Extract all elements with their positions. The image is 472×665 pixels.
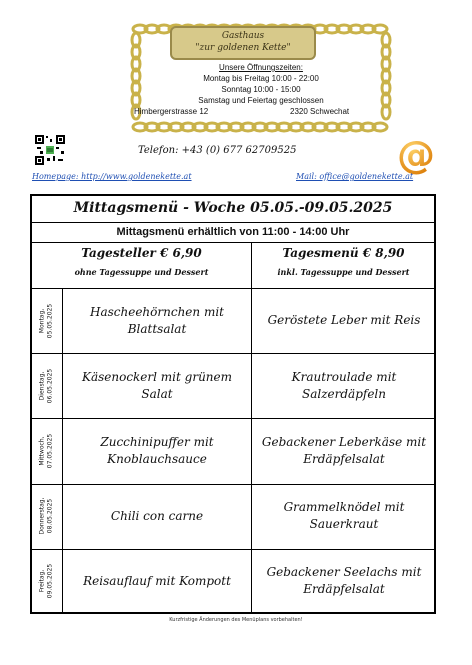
footnote: Kurzfristige Änderungen des Menüplans vorbehalten!: [169, 617, 303, 623]
tagesteller-dish: Reisauflauf mit Kompott: [83, 573, 231, 588]
day-label: [32, 484, 62, 549]
city-address: 2320 Schwechat: [290, 107, 350, 116]
day-date: 07.05.2025: [47, 433, 54, 469]
hours-closed: Samstag und Feiertag geschlossen: [198, 96, 324, 105]
hours-weekdays: Montag bis Freitag 10:00 - 22:00: [203, 74, 319, 83]
menu-title: Mittagsmenü - Woche 05.05.-09.05.2025: [73, 200, 393, 216]
col2-title: Tagesmenü € 8,90: [282, 246, 405, 260]
day-date: 09.05.2025: [47, 564, 54, 599]
email-link[interactable]: Mail: office@goldenekette.at: [296, 172, 414, 181]
day-label: [32, 288, 62, 353]
phone-number[interactable]: Telefon: +43 (0) 677 62709525: [138, 145, 297, 156]
col1-subtitle: ohne Tagessuppe und Dessert: [74, 267, 209, 277]
weekly-menu-table: [30, 194, 436, 614]
served-times: Mittagsmenü erhältlich von 11:00 - 14:00 Uhr: [116, 226, 350, 238]
tagesmenue-dish: Geröstete Leber mit Reis: [267, 313, 421, 328]
day-date: 06.05.2025: [47, 368, 54, 403]
day-date: 05.05.2025: [47, 303, 54, 338]
col1-title: Tagesteller € 6,90: [81, 246, 202, 260]
day-name: Freitag,: [39, 570, 46, 593]
restaurant-line2: "zur goldenen Kette": [195, 43, 291, 53]
tagesmenue-dish: Gebackener Leberkäse mit Erdäpfelsalat: [261, 434, 427, 466]
col2-subtitle: inkl. Tagessuppe und Dessert: [277, 267, 410, 277]
tagesmenue-dish: Krautroulade mit Salzerdäpfeln: [291, 369, 397, 401]
hours-title: Unsere Öffnungszeiten:: [219, 63, 303, 72]
tagesteller-dish: Käsenockerl mit grünem Salat: [81, 369, 233, 401]
restaurant-line1: Gasthaus: [221, 31, 265, 41]
tagesteller-dish: Zucchinipuffer mit Knoblauchsauce: [100, 434, 214, 466]
qr-code-icon[interactable]: [34, 134, 66, 166]
at-icon[interactable]: [396, 136, 436, 176]
day-name: Mittwoch,: [39, 436, 46, 466]
homepage-link[interactable]: Homepage: http://www.goldenekette.at: [32, 172, 192, 181]
tagesteller-dish: Chili con carne: [110, 508, 204, 523]
day-date: 08.05.2025: [47, 499, 54, 534]
tagesmenue-dish: Grammelknödel mit Sauerkraut: [283, 500, 405, 532]
tagesteller-dish: Hascheehörnchen mit Blattsalat: [90, 304, 224, 336]
day-name: Montag,: [39, 308, 46, 333]
day-label: [32, 549, 62, 614]
street-address: Himbergerstrasse 12: [134, 107, 209, 116]
svg-text:@: @: [397, 136, 435, 176]
day-label: [32, 353, 62, 418]
hours-sunday: Sonntag 10:00 - 15:00: [221, 85, 301, 94]
day-name: Donnerstag,: [39, 497, 46, 535]
day-name: Dienstag,: [39, 371, 46, 401]
tagesmenue-dish: Gebackener Seelachs mit Erdäpfelsalat: [266, 565, 422, 597]
day-label: [32, 418, 62, 483]
restaurant-name-plaque: [170, 26, 316, 60]
